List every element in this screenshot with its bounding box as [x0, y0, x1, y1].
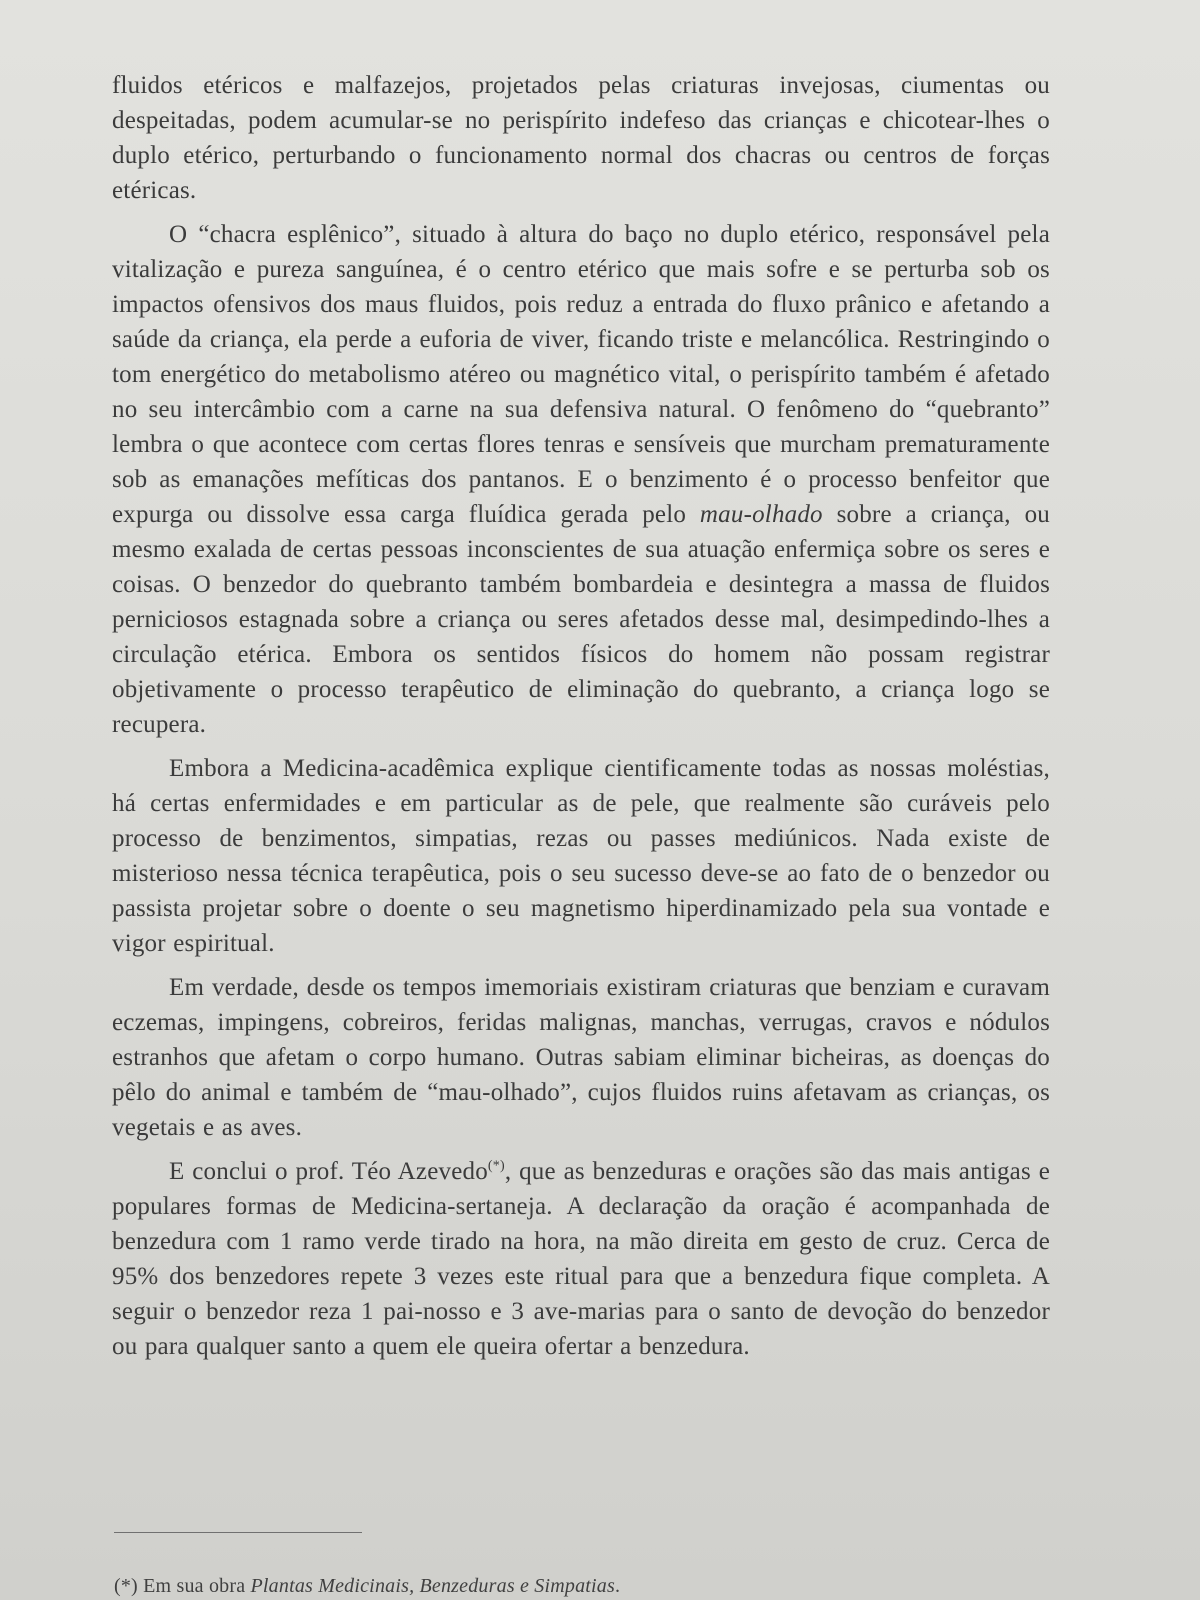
- paragraph-text-before: E conclui o prof. Téo Azevedo: [169, 1158, 488, 1185]
- footnote-reference: (*): [487, 1158, 505, 1174]
- paragraph-chacra-esplenico: [112, 217, 1050, 742]
- paragraph-text-before: O “chacra esplênico”, situado à altura do baço no duplo etérico, responsável pela vitalização e pureza sanguínea, é o centro etérico que mais sofre e se perturba sob os impactos ofensivos dos maus fluidos, pois reduz a entrada do fluxo prânico e afetando a saúde da criança, ela perde a euforia de viver, ficando triste e melancólica. Restringindo o tom energético do metabolismo atéreo ou magnético vital, o perispírito também é afetado no seu intercâmbio com a carne na sua defensiva natural. O fenômeno do “quebranto” lembra o que acontece com certas flores tenras e sensíveis que murcham prematuramente sob as emanações mefíticas dos pantanos. E o benzimento é o processo benfeitor que expurga ou dissolve essa carga fluídica gerada pelo: [112, 221, 1050, 528]
- paragraph-text-after: , que as benzeduras e orações são das mais antigas e populares formas de Medicina-sertaneja. A declaração da oração é acompanhada de benzedura com 1 ramo verde tirado na hora, na mão direita em gesto de cruz. Cerca de 95% dos benzedores repete 3 vezes este ritual para que a benzedura fique completa. A seguir o benzedor reza 1 pai-nosso e 3 ave-marias para o santo de devoção do benzedor ou para qualquer santo a quem ele queira ofertar a benzedura.: [112, 1158, 1050, 1360]
- paragraph-medicina-academica: Embora a Medicina-acadêmica explique cientificamente todas as nossas moléstias, há certas enfermidades e em particular as de pele, que realmente são curáveis pelo processo de benzimentos, simpatias, rezas ou passes mediúnicos. Nada existe de misterioso nessa técnica terapêutica, pois o seu sucesso deve-se ao fato de o benzedor ou passista projetar sobre o doente o seu magnetismo hiperdinamizado pela sua vontade e vigor espiritual.: [112, 755, 1050, 957]
- footnote: [114, 1574, 1014, 1598]
- paragraph-continuation: fluidos etéricos e malfazejos, projetados pelas criaturas invejosas, ciumentas ou despeitadas, podem acumular-se no perispírito indefeso das crianças e chicotear-lhes o duplo etérico, perturbando o funcionamento normal dos chacras ou centros de forças etéricas.: [112, 72, 1050, 204]
- footnote-suffix: .: [614, 1575, 621, 1597]
- footnote-divider: [114, 1532, 362, 1533]
- paragraph-text-after: sobre a criança, ou mesmo exalada de certas pessoas inconscientes de sua atuação enfermiça sobre os seres e coisas. O benzedor do quebranto também bombardeia e desintegra a massa de fluidos perniciosos estagnada sobre a criança ou seres afetados desse mal, desimpedindo-lhes a circulação etérica. Embora os sentidos físicos do homem não possam registrar objetivamente o processo terapêutico de eliminação do quebranto, a criança logo se recupera.: [112, 501, 1050, 738]
- paragraph-conclusao: [112, 1154, 1050, 1364]
- footnote-marker: (*): [114, 1575, 138, 1597]
- page-body: [112, 68, 1050, 1373]
- emphasized-term: mau-olhado: [699, 501, 823, 528]
- footnote-book-title: Plantas Medicinais, Benzeduras e Simpatias: [250, 1575, 615, 1597]
- footnote-prefix: Em sua obra: [137, 1575, 251, 1597]
- paragraph-em-verdade: Em verdade, desde os tempos imemoriais existiram criaturas que benziam e curavam eczemas, impingens, cobreiros, feridas malignas, manchas, verrugas, cravos e nódulos estranhos que afetam o corpo humano. Outras sabiam eliminar bicheiras, as doenças do pêlo do animal e também de “mau-olhado”, cujos fluidos ruins afetavam as crianças, os vegetais e as aves.: [112, 974, 1050, 1141]
